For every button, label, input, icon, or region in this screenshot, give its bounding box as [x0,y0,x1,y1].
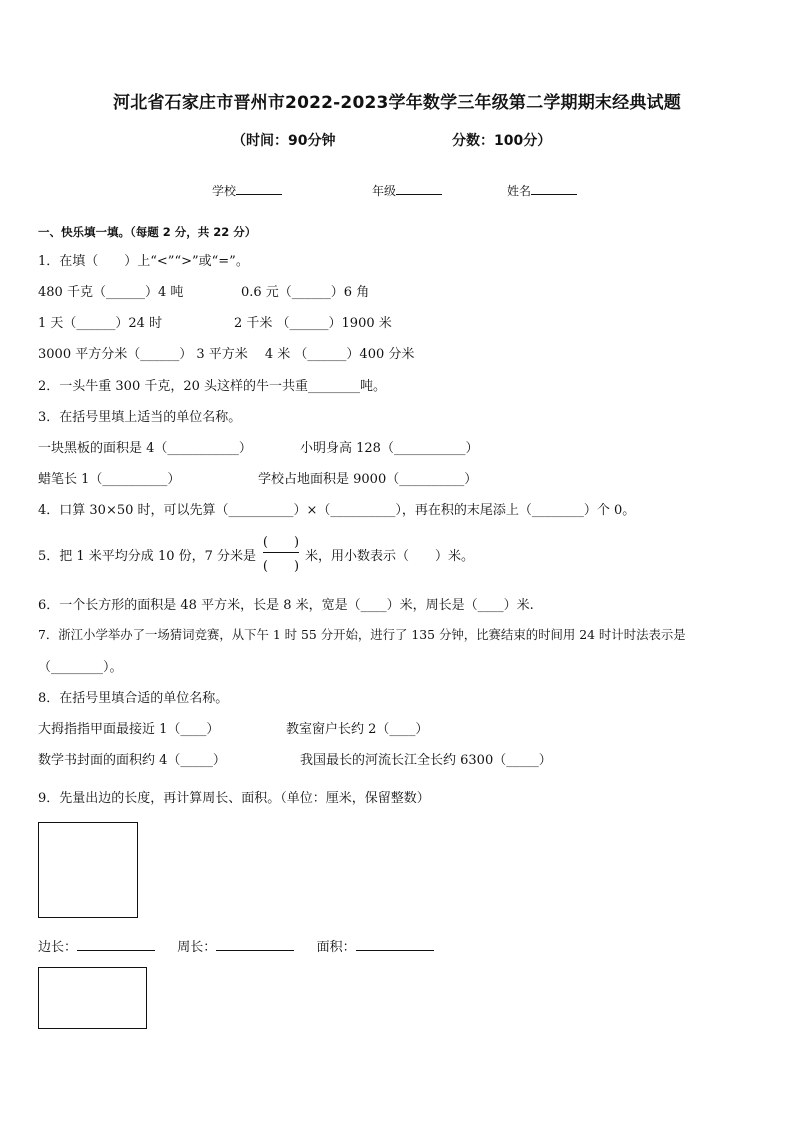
area-blank[interactable] [356,938,434,951]
q3-item: 小明身高 128（___________） [300,441,479,456]
q7-line2: （________）。 [38,660,123,675]
q8-item: 教室窗户长约 2（____） [286,722,429,737]
name-blank[interactable] [531,184,577,195]
fraction-numerator[interactable]: ( ) [262,535,300,550]
section1-heading: 一、快乐填一填。（每题 2 分，共 22 分） [38,225,257,239]
school-label: 学校 [212,184,237,198]
fraction-bar [263,552,299,553]
rectangle-figure [38,967,147,1029]
grade-blank[interactable] [396,184,442,195]
grade-field [372,182,442,199]
exam-score: 分数：100分） [452,133,552,149]
school-field [212,182,282,199]
q5-before: 5．把 1 米平均分成 10 份，7 分米是 [38,549,257,564]
q5-after: 米，用小数表示（ ）米。 [305,549,475,564]
q3-item: 学校占地面积是 9000（__________） [258,472,478,487]
q2-text: 2．一头牛重 300 千克，20 头这样的牛一共重________吨。 [38,379,387,394]
q1-item: 1 天（______）24 时 [38,316,163,331]
square-figure [38,822,138,918]
q1-item: 0.6 元（______）6 角 [241,285,370,300]
exam-title: 河北省石家庄市晋州市2022-2023学年数学三年级第二学期期末经典试题 [113,93,681,113]
fraction-denominator[interactable]: ( ) [262,559,300,574]
q3-stem: 3．在括号里填上适当的单位名称。 [38,410,242,425]
side-length-blank[interactable] [77,938,155,951]
school-blank[interactable] [236,184,282,195]
perimeter-blank[interactable] [216,938,294,951]
q1-item: 3000 平方分米（______） 3 平方米 4 米 （______）400 分米 [38,347,415,362]
q9-stem: 9．先量出边的长度，再计算周长、面积。（单位：厘米，保留整数） [38,791,430,806]
name-label: 姓名 [507,184,532,198]
measure-row [38,936,434,955]
q8-stem: 8．在括号里填合适的单位名称。 [38,691,229,706]
q8-item: 大拇指指甲面最接近 1（____） [38,722,220,737]
exam-time: （时间：90分钟 [232,133,336,149]
q3-item: 一块黑板的面积是 4（___________） [38,441,252,456]
area-label: 面积： [316,940,356,955]
q8-item: 数学书封面的面积约 4（_____） [38,753,226,768]
q1-stem: 1．在填（ ）上“<”“>”或“=”。 [38,254,249,269]
q8-item: 我国最长的河流长江全长约 6300（_____） [300,753,552,768]
q6-text: 6．一个长方形的面积是 48 平方米，长是 8 米，宽是（____）米，周长是（____）米. [38,598,534,613]
q4-text: 4．口算 30×50 时，可以先算（__________）×（__________），再在积的末尾添上（________）个 0。 [38,503,636,518]
q1-item: 2 千米 （______）1900 米 [234,316,392,331]
grade-label: 年级 [372,184,397,198]
q5-fraction [259,531,303,575]
q3-item: 蜡笔长 1（__________） [38,472,181,487]
side-length-label: 边长： [38,940,78,955]
perimeter-label: 周长： [177,940,217,955]
name-field [507,182,577,199]
q1-item: 480 千克（______）4 吨 [38,285,184,300]
q7-line1: 7．浙江小学举办了一场猜词竞赛，从下午 1 时 55 分开始，进行了 135 分钟，比赛结束的时间用 24 时计时法表示是 [38,627,686,642]
